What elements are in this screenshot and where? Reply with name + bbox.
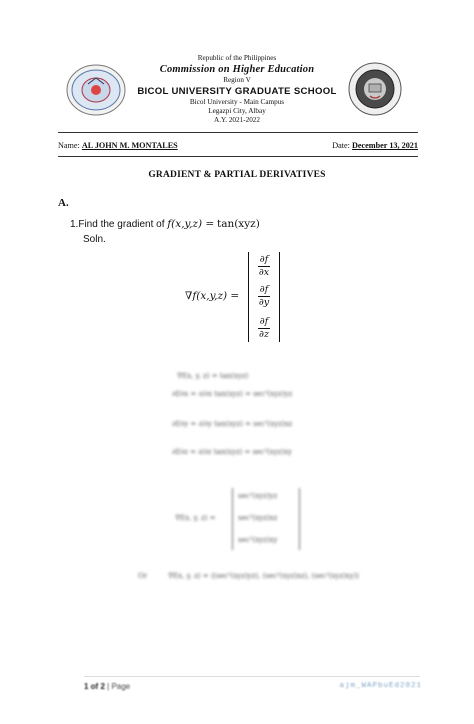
- region-line: Region V: [223, 76, 251, 85]
- solution-label: Soln.: [83, 234, 106, 245]
- problem-number: 1.: [70, 219, 79, 230]
- city-line: Legazpi City, Albay: [208, 107, 266, 116]
- partial-y: [249, 284, 279, 309]
- page-title: GRADIENT & PARTIAL DERIVATIVES: [148, 170, 326, 180]
- page-number: 1 of 2: [84, 682, 105, 691]
- work-line-3: ∂f/∂y = ∂/∂y tan(xyz) = sec²(xyz)xz: [172, 420, 293, 428]
- final-answer: ∇f(x, y, z) = ⟨(sec²(xyz)yz), (sec²(xyz)xz), (sec²(xyz)xy)⟩: [168, 572, 360, 580]
- page-word: | Page: [107, 682, 131, 691]
- problem-expression: tan(xyz): [216, 218, 260, 230]
- campus-line: Bicol University - Main Campus: [189, 98, 285, 107]
- date-field: [332, 141, 418, 150]
- letterhead: [0, 54, 474, 125]
- partial-z-num: ∂f: [259, 316, 269, 327]
- academic-year: A.Y. 2021-2022: [214, 116, 260, 125]
- student-info-row: [58, 141, 418, 150]
- student-name: AL JOHN M. MONTALES: [81, 141, 178, 150]
- info-divider: [58, 156, 418, 157]
- partial-y-num: ∂f: [259, 284, 269, 295]
- result-row-1: sec²(xyz)yz: [238, 492, 278, 500]
- commission-line: Commission on Higher Education: [159, 64, 315, 75]
- partial-x-num: ∂f: [259, 254, 269, 265]
- partial-x: [249, 254, 279, 279]
- problem-text: Find the gradient of: [78, 219, 165, 230]
- footer-divider: [84, 676, 420, 677]
- result-row-2: sec²(xyz)xz: [238, 514, 278, 522]
- partial-z: [249, 316, 279, 341]
- partial-x-den: ∂x: [258, 267, 270, 278]
- page-indicator: [84, 682, 130, 691]
- section-label: A.: [58, 197, 69, 209]
- school-name: BICOL UNIVERSITY GRADUATE SCHOOL: [137, 86, 337, 98]
- work-line-4: ∂f/∂z = ∂/∂z tan(xyz) = sec²(xyz)xy: [172, 448, 292, 456]
- work-lhs-2: ∇f(x, y, z) =: [175, 514, 216, 522]
- footer-code: ajm_WAPbuEd2021: [339, 682, 422, 690]
- date-value: December 13, 2021: [351, 141, 418, 150]
- partial-z-den: ∂z: [259, 329, 269, 340]
- problem-function: f(x,y,z) =: [167, 218, 215, 230]
- work-line-2: ∂f/∂x = ∂/∂x tan(xyz) = sec²(xyz)yz: [172, 390, 293, 398]
- date-label: Date:: [332, 141, 350, 150]
- work-line-1: ∇f(x, y, z) = tan(xyz): [177, 372, 249, 380]
- result-row-3: sec²(xyz)xy: [238, 536, 278, 544]
- gradient-lhs: ∇f(x,y,z) =: [185, 290, 240, 302]
- or-label: Or: [138, 572, 148, 580]
- header-divider: [58, 132, 418, 133]
- gradient-vector-matrix: [248, 252, 280, 342]
- name-label: Name:: [58, 141, 80, 150]
- partial-y-den: ∂y: [258, 297, 270, 308]
- republic-line: Republic of the Philippines: [197, 54, 277, 62]
- problem-statement: [70, 218, 260, 230]
